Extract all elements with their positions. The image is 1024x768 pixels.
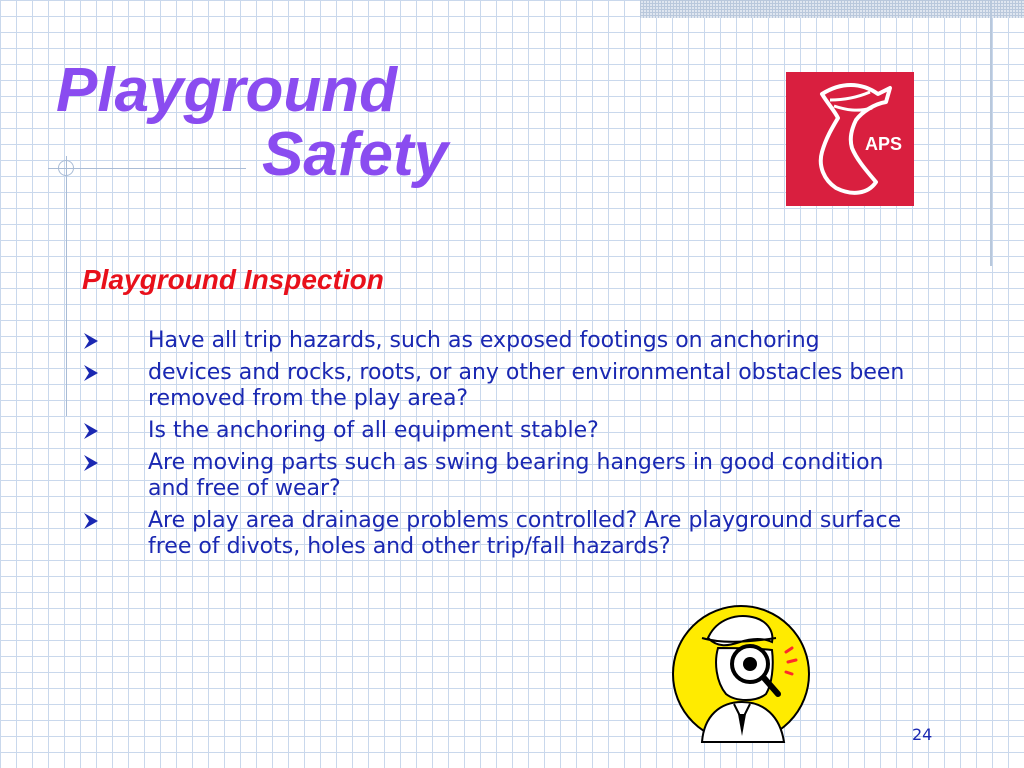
list-item [82,328,922,354]
list-item-text: Are play area drainage problems controlled? Are playground surface free of divots, holes and other trip/fall hazards? [148,508,902,559]
decorative-vertical-line-left [66,156,67,416]
decorative-horizontal-line [48,168,246,169]
slide-title-line2: Safety [262,120,449,189]
bullet-arrow-icon [82,510,100,532]
list-item [82,450,922,502]
section-subtitle: Playground Inspection [82,264,384,295]
aps-logo [786,72,914,206]
list-item-text: Is the anchoring of all equipment stable? [148,418,599,443]
list-item [82,418,922,444]
slide-title-line1: Playground [56,56,398,125]
bullet-arrow-icon [82,420,100,442]
page-number: 24 [912,725,933,744]
list-item [82,360,922,412]
bullet-arrow-icon [82,330,100,352]
bullet-list [82,328,922,566]
list-item-text: devices and rocks, roots, or any other environmental obstacles been removed from the play area? [148,360,905,411]
detective-magnifier-icon [664,604,818,744]
decorative-circle-mark [58,160,74,176]
decorative-vertical-line-right [990,0,992,266]
logo-text: APS [865,134,903,154]
top-right-pattern-band [640,0,1024,18]
bullet-arrow-icon [82,362,100,384]
bullet-arrow-icon [82,452,100,474]
list-item-text: Have all trip hazards, such as exposed footings on anchoring [148,328,820,353]
list-item [82,508,922,560]
list-item-text: Are moving parts such as swing bearing hangers in good condition and free of wear? [148,450,884,501]
